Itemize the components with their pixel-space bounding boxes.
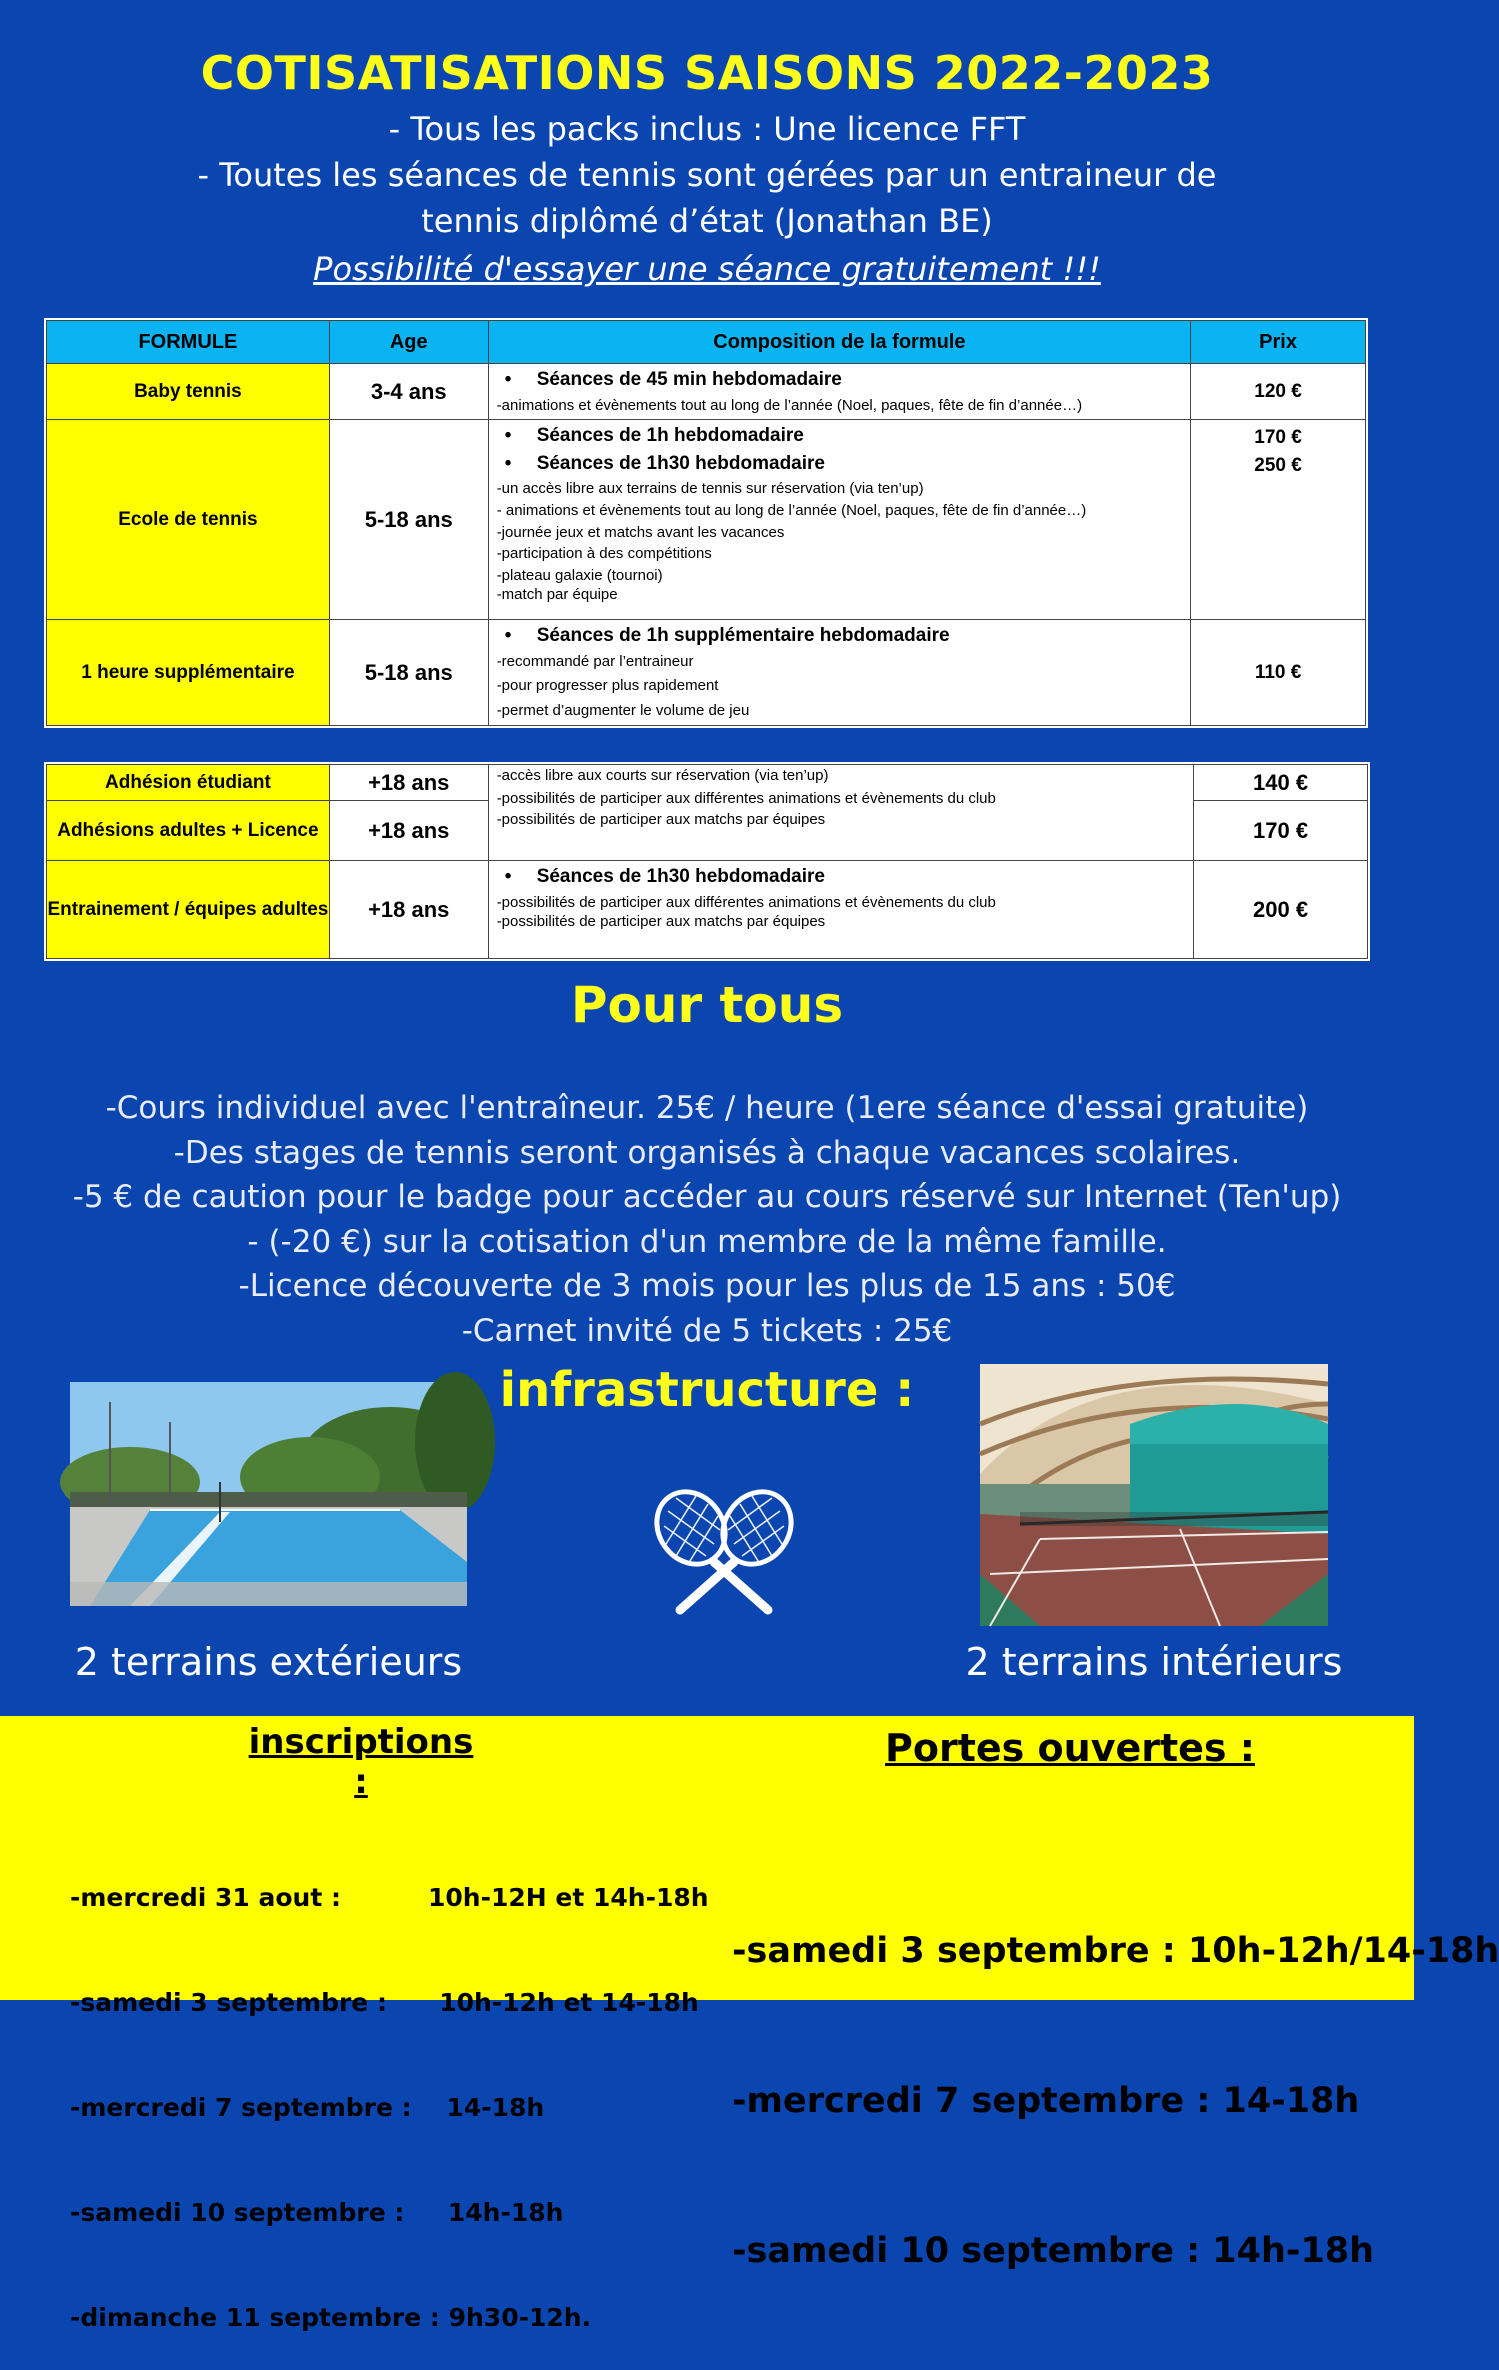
list-item: -Des stages de tennis seront organisés à chaque vacances scolaires. — [173, 1134, 1241, 1171]
detail-line: -recommandé par l’entraineur — [496, 652, 694, 670]
bullet-item: • Séances de 1h supplémentaire hebdomadaire — [497, 622, 1182, 650]
outdoor-caption: 2 terrains extérieurs — [74, 1640, 463, 1684]
formule-cell: Baby tennis — [47, 364, 330, 420]
detail-line: -permet d’augmenter le volume de jeu — [496, 702, 750, 720]
indoor-courts-photo — [980, 1364, 1328, 1626]
indoor-caption: 2 terrains intérieurs — [965, 1640, 1343, 1684]
detail-line: -animations et évènements tout au long de l’année (Noel, paques, fête de fin d’année…) — [496, 396, 1083, 414]
composition-cell — [488, 420, 1190, 620]
age-cell: +18 ans — [329, 801, 488, 861]
price-cell: 200 € — [1194, 861, 1368, 959]
list-item: -dimanche 11 septembre : 9h30-12h. — [70, 2303, 592, 2332]
price-cell: 170 € — [1194, 801, 1368, 861]
list-item: -mercredi 7 septembre : 14-18h — [70, 2093, 545, 2122]
detail-line: -journée jeux et matchs avant les vacances — [496, 523, 785, 541]
formule-cell: 1 heure supplémentaire — [47, 620, 330, 726]
age-cell: 5-18 ans — [329, 620, 488, 726]
formule-cell: Entrainement / équipes adultes — [47, 861, 330, 959]
detail-line: -pour progresser plus rapidement — [496, 677, 719, 695]
header-age: Age — [329, 321, 488, 364]
table-header-row — [47, 321, 1366, 364]
page-title: COTISATISATIONS SAISONS 2022-2023 — [200, 46, 1214, 100]
price-cell: 140 € — [1194, 765, 1368, 801]
composition-cell — [488, 364, 1190, 420]
intro-line-3: tennis diplômé d’état (Jonathan BE) — [421, 202, 993, 240]
bullet-item: • Séances de 45 min hebdomadaire — [497, 366, 1182, 394]
price-cell: 120 € — [1191, 364, 1366, 420]
list-item: -samedi 10 septembre : 14h-18h — [70, 2198, 564, 2227]
list-item: - (-20 €) sur la cotisation d'un membre de la même famille. — [247, 1223, 1167, 1260]
pour-tous-title: Pour tous — [570, 976, 844, 1034]
header-prix: Prix — [1191, 321, 1366, 364]
portes-ouvertes-title: Portes ouvertes : — [885, 1726, 1255, 1770]
inscriptions-title: inscriptions : — [248, 1722, 474, 1802]
composition-cell — [488, 765, 1193, 861]
age-cell: 5-18 ans — [329, 420, 488, 620]
list-item: -samedi 3 septembre : 10h-12h/14-18h — [732, 1931, 1499, 1971]
detail-line: -possibilités de participer aux différentes animations et évènements du club — [496, 893, 996, 911]
list-item: -samedi 10 septembre : 14h-18h — [732, 2231, 1375, 2271]
pricing-table-adults — [46, 764, 1368, 959]
pricing-table-youth — [46, 320, 1366, 726]
list-item: -samedi 3 septembre : 10h-12h et 14-18h — [70, 1988, 699, 2017]
price-cell: 110 € — [1191, 620, 1366, 726]
composition-cell — [488, 620, 1190, 726]
table-row — [47, 364, 1366, 420]
free-trial-note: Possibilité d'essayer une séance gratuitement !!! — [313, 250, 1101, 288]
header-composition: Composition de la formule — [488, 321, 1190, 364]
list-item: -Carnet invité de 5 tickets : 25€ — [461, 1312, 953, 1349]
intro-line-2: - Toutes les séances de tennis sont gérées par un entraineur de — [197, 156, 1217, 194]
detail-line: -accès libre aux courts sur réservation (via ten’up) — [496, 767, 829, 784]
list-item: -mercredi 31 aout : 10h-12H et 14h-18h — [70, 1883, 709, 1912]
detail-line: -possibilités de participer aux matchs par équipes — [496, 913, 826, 931]
detail-line: -plateau galaxie (tournoi) — [496, 567, 663, 585]
composition-cell — [488, 861, 1193, 959]
pour-tous-list — [0, 1086, 1414, 1353]
price-cell — [1191, 420, 1366, 620]
table-row — [47, 620, 1366, 726]
bullet-item: • Séances de 1h30 hebdomadaire — [497, 450, 1182, 478]
crossed-rackets-icon — [646, 1486, 802, 1616]
price-1h30: 250 € — [1254, 455, 1302, 476]
detail-line: -un accès libre aux terrains de tennis sur réservation (via ten’up) — [496, 480, 924, 498]
detail-line: -possibilités de participer aux différentes animations et évènements du club — [496, 789, 996, 807]
list-item: -Cours individuel avec l'entraîneur. 25€ / heure (1ere séance d'essai gratuite) — [105, 1090, 1309, 1126]
list-item: -mercredi 7 septembre : 14-18h — [732, 2081, 1360, 2121]
age-cell: +18 ans — [329, 861, 488, 959]
inscriptions-list — [70, 1810, 709, 2370]
table-row — [47, 861, 1368, 959]
detail-line: - animations et évènements tout au long de l’année (Noel, paques, fête de fin d’année…) — [496, 501, 1087, 519]
detail-line: -possibilités de participer aux matchs par équipes — [496, 810, 826, 828]
list-item: -5 € de caution pour le badge pour accéder au cours réservé sur Internet (Ten'up) — [72, 1179, 1342, 1215]
bullet-item: • Séances de 1h30 hebdomadaire — [497, 863, 1185, 891]
detail-line: -match par équipe — [496, 585, 618, 603]
header-formule: FORMULE — [47, 321, 330, 364]
formule-cell: Ecole de tennis — [47, 420, 330, 620]
price-1h: 170 € — [1254, 427, 1302, 448]
infrastructure-title: infrastructure : — [499, 1362, 915, 1418]
formule-cell: Adhésion étudiant — [47, 765, 330, 801]
table-row — [47, 420, 1366, 620]
detail-line: -participation à des compétitions — [496, 545, 712, 563]
portes-ouvertes-list — [732, 1826, 1499, 2326]
intro-line-1: - Tous les packs inclus : Une licence FFT — [388, 110, 1026, 148]
list-item: -Licence découverte de 3 mois pour les plus de 15 ans : 50€ — [238, 1268, 1176, 1304]
bullet-item: • Séances de 1h hebdomadaire — [497, 422, 1182, 450]
outdoor-courts-photo — [70, 1382, 467, 1606]
table-row — [47, 765, 1368, 801]
age-cell: 3-4 ans — [329, 364, 488, 420]
age-cell: +18 ans — [329, 765, 488, 801]
formule-cell: Adhésions adultes + Licence — [47, 801, 330, 861]
